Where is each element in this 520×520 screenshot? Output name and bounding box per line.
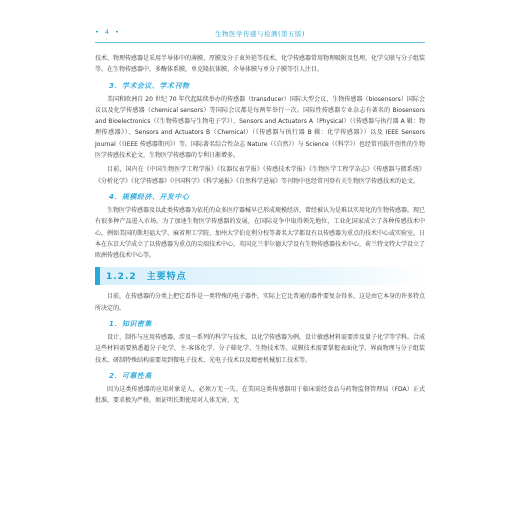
subheading-knowledge-intensive: 1．知识密集 [109, 320, 152, 329]
section-accent-bar [95, 267, 100, 285]
subheading-scale-economy: 4．规模经济、开发中心 [109, 192, 190, 201]
paragraph: 美国和欧洲自 20 世纪 70 年代起陆续举办的传感器（transducer）国际大型会议、生物传感器（biosensors）国际会议以及化学传感器（chemical sensors）等国际会议都是每两年举行一次。国际性传感器专业杂志有著名的 Biosensors and Bioelectronics（《生物传感器与生物电子学》）、Sensors and Actuators A（Physical）（《传感器与执行器 A 辑：物理传感器》）、Sensors and Actuators B（Chemical）（《传感器与执行器 B 辑：化学传感器》）以及 IEEE Sensors Journal（《IEEE 传感器期刊》）等。国际著名综合性杂志 Nature（《自然》）与 Science（《科学》）也经常刊载开创性的生物医学传感技术论文，生物医学传感器的专利日渐增多。 [95, 95, 425, 160]
book-title: 生物医学传感与检测(第五版) [214, 30, 306, 38]
subheading-high-reliability: 2．可靠性高 [109, 371, 152, 380]
paragraph: 生物医学传感器及以此类传感器为依托的众多医疗器械早已形成规模经济，曾经被认为是难以实用化的生物传感器，现已有很多种产品进入市场。为了加速生物医学传感器的发展，在国际竞争中取得领先地位，工业化国家成立了各种传感技术中心，例如美国的斯坦福大学、麻省理工学院、加州大学伯克利分校等著名大学都设有以传感器为重点的技术中心或实验室，日本在东京大学成立了以传感器为重点的尖端技术中心，英国克兰菲尔德大学设有生物传感器技术中心，荷兰特文特大学设立了欧洲传感技术中心等。 [95, 206, 426, 260]
paragraph: 设计、制作与应用传感器，涉及一系列的科学与技术，以化学传感器为例，设计敏感材料需要涉及量子化学等学科。合成这些材料需要熟悉超分子化学、主-客体化学、分子筛化学、生物技术等。成膜技术需要掌握表面化学、界面物理与分子组装技术。研制特殊结构需要用到微电子技术、光电子技术以及精密机械加工技术等。 [95, 334, 426, 364]
page-header [95, 28, 425, 43]
subheading-academic-conferences: 3．学术会议、学术刊物 [109, 81, 190, 90]
paragraph: 目前，在传感器的分类上把它看作是一类特殊的电子器件，实际上它比普通的器件要复杂得多，这是由它本身的许多特点所决定的。 [95, 293, 426, 312]
page-number: • 4 • [95, 28, 121, 36]
section-title: 1.2.2 主要特点 [106, 272, 187, 283]
paragraph: 目前，国内在《中国生物医学工程学报》《仪器仪表学报》《传感技术学报》《生物医学工程学杂志》《传感器与微系统》《分析化学》《化学传感器》《中国科学》《科学通报》《自然科学进展》等刊物中也经常刊登有关生物医学传感技术的论文。 [95, 166, 425, 185]
paragraph: 技术、物理传感器是采用半导体中的薄膜、厚膜及分子束外延等技术，化学传感器常用物理吸附及包埋，化学交联与分子组装等。在生物传感器中，多酶体系膜，单克隆抗体膜、介导体膜与单分子膜等引人注目。 [95, 55, 426, 74]
page-content [95, 53, 425, 407]
paragraph: 因为这类传感器的应用对象是人，必须万无一失。在美国这类传感器用于临床需经食品与药物监督管理局（FDA）正式批准，要求极为严格，须证明长期使用对人体无害，无 [95, 385, 425, 405]
section-heading [95, 267, 425, 285]
book-page [95, 28, 425, 410]
